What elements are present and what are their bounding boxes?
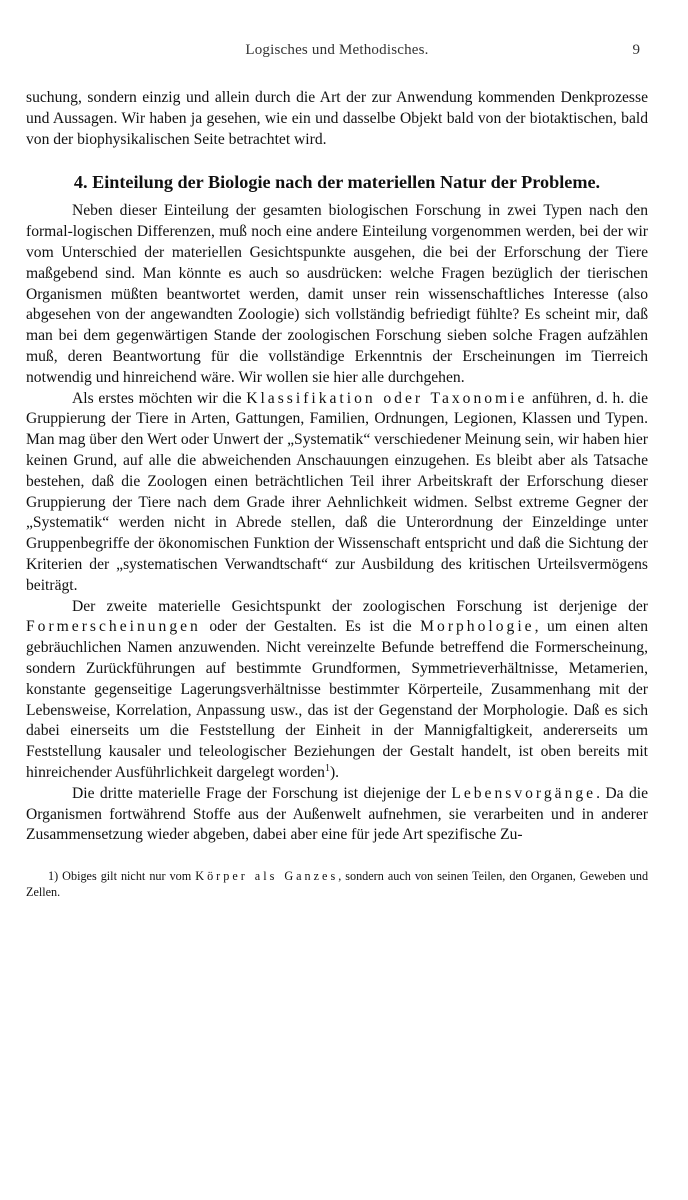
term-morphologie: Morphologie [420,618,535,636]
paragraph-3 [26,597,648,784]
footnote-rest: , sondern auch von seinen Teilen, den Organen, Geweben und Zellen. [26,869,649,900]
page-number: 9 [632,42,640,58]
paragraph-2-rest: anführen, d. h. die Gruppierung der Tiere in Arten, Gattungen, Familien, Ordnungen, Legionen, Klassen und Typen. Man mag über den Wert oder Unwert der „Systematik“ verschiedener Meinung sein, wir haben hier keinen Grund, auf alle die abweichenden Anschauungen einzugehen. Es bleibt aber als Tatsache bestehen, daß die Zoologen einen beträchtlichen Teil ihrer Arbeitskraft der Erforschung dieser Gruppierung der Tiere nach dem Grade ihrer Aehnlichkeit widmen. Selbst extreme Gegner der „Systematik“ werden nicht in Abrede stellen, daß die Unterordnung der Einzeldinge unter Gruppenbegriffe der ökonomischen Funktion der Wissenschaft entspricht und daß die Sichtung der Kriterien der „systematischen Verwandtschaft“ zur Ausbildung des kritischen Urteilsvermögens beiträgt. [26,389,649,594]
term-klassifikation: Klassifikation oder Taxonomie [246,389,528,407]
footnote-number: 1) [48,869,59,884]
running-header [26,40,648,62]
paragraph-4-lead: Die dritte materielle Frage der Forschung ist diejenige der [72,784,446,802]
paragraph-1: Neben dieser Einteilung der gesamten biologischen Forschung in zwei Typen nach den formal-logischen Differenzen, muß noch eine andere Einteilung vorgenommen werden, bei der wir vom Unterschied der materiellen Gesichtspunkte ausgehen, die bei der Erforschung der Tiere maßgebend sind. Man könnte es auch so ausdrücken: welche Fragen bezüglich der tierischen Organismen müßten beantwortet werden, damit unser rein wissenschaftliches Interesse (also abgesehen von der angewandten Zoologie) sich vollständig befriedigt fühlte? Es scheint mir, daß man bei dem gegenwärtigen Stande der zoologischen Forschung sieben solche Fragen aufzählen muß, deren Beantwortung für die vollständige Erkenntnis der Erscheinungen im Tierreich notwendig und hinreichend wäre. Wir wollen sie hier alle durchgehen. [26,202,648,386]
term-formerscheinungen: Formerscheinungen [26,618,201,636]
footnote-lead: Obiges gilt nicht nur vom [62,869,192,884]
opening-paragraph: suchung, sondern einzig und allein durch die Art der zur Anwendung kommenden Denkprozesse und Aussagen. Wir haben ja gesehen, wie ein und dasselbe Objekt bald von der biotaktischen, bald von der biophysikalischen Seite betrachtet wird. [26,89,648,148]
paragraph-3-mid: oder der Gestalten. Es ist die [209,618,412,636]
paragraph-2-lead: Als erstes möchten wir die [72,389,242,407]
paragraph-4-rest: . Da die Organismen fortwährend Stoffe aus der Außenwelt aufnehmen, sie verarbeiten und in anderer Zusammensetzung wieder abgeben, dabei aber eine für jede Art spezifische Zu- [26,784,648,844]
footnote-marker: 1 [324,762,330,774]
page-body [26,88,648,900]
paragraph-2 [26,389,648,597]
paragraph-3-lead: Der zweite materielle Gesichtspunkt der zoologischen Forschung ist derjenige der [72,597,648,615]
paragraph-3-rest: , um einen alten gebräuchlichen Namen anzuwenden. Nicht vereinzelte Befunde betreffend die Formerscheinung, sondern Zurückführungen auf bestimmte Grundformen, Symmetrieverhältnisse, Metamerien, konstante gegenseitige Lagerungsverhältnisse bestimmter Körperteile, Zusammenhang mit der Lebensweise, Korrelation, Anpassung usw., das ist der Gegenstand der Morphologie. Daß es sich dabei einerseits um die Feststellung der Einheit in der Mannigfaltigkeit, andererseits um Feststellung kausaler und teleologischer Beziehungen der Gestalt handelt, ist oben bereits mit hinreichender Ausführlichkeit dargelegt worden [26,618,648,781]
term-lebensvorgaenge: Lebensvorgänge [451,784,597,802]
paragraph-4 [26,784,648,846]
section-heading: 4. Einteilung der Biologie nach der materiellen Natur der Probleme. [73,172,601,193]
running-title: Logisches und Methodisches. [245,42,429,58]
paragraph-3-end: ). [329,763,340,781]
footnote [26,868,648,900]
footnote-term: Körper als Ganzes [195,869,339,884]
